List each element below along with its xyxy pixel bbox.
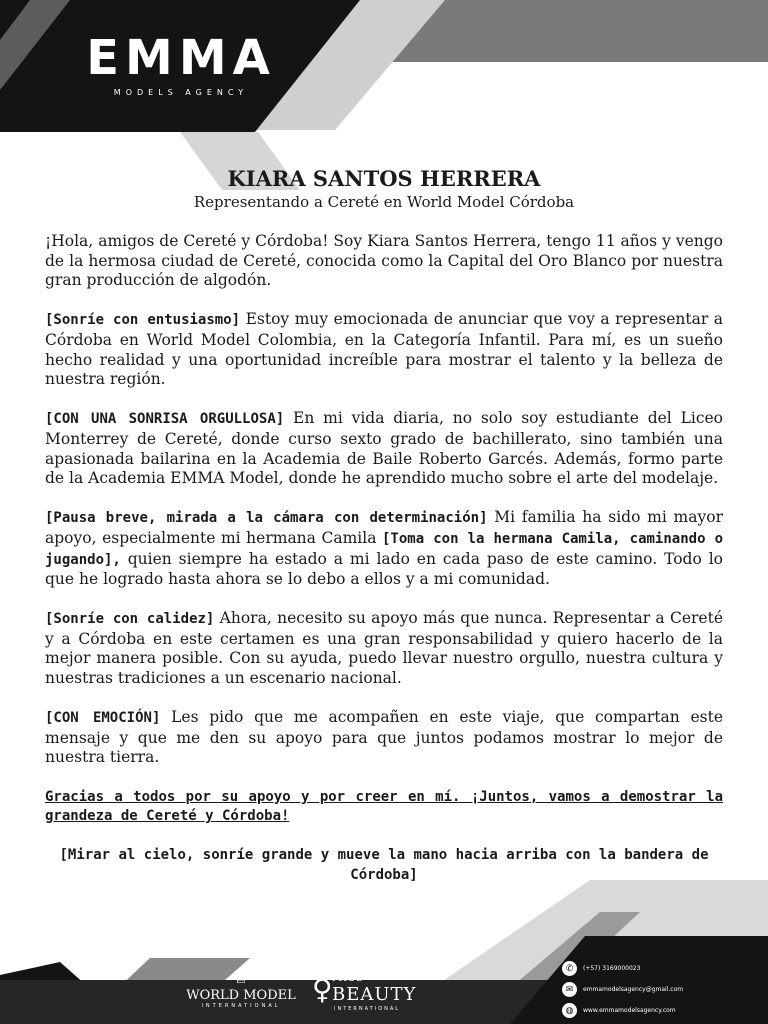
world-model-logo (186, 968, 296, 1009)
contact-phone-text: (+57) 3169000023 (583, 965, 641, 972)
paragraph-text: quien siempre ha estado a mi lado en cada paso de este camino. Todo lo que he logrado hasta ahora se lo debo a ellos y a mi comunidad. (45, 549, 723, 589)
stage-direction: [Sonríe con entusiasmo] (45, 312, 241, 329)
contact-email-text: emmamodelsagency@gmail.com (583, 986, 684, 993)
stage-direction: [Toma con la hermana Camila, caminando o jugando], (45, 530, 723, 568)
stage-direction: [Pausa breve, mirada a la cámara con determinación] (45, 510, 488, 527)
contact-web[interactable] (562, 1000, 762, 1021)
paragraph-emotion (45, 708, 723, 768)
contact-email[interactable] (562, 979, 762, 1000)
paragraph-proud (45, 409, 723, 488)
page-title: KIARA SANTOS HERRERA (227, 166, 541, 191)
paragraph-text: ¡Hola, amigos de Cereté y Córdoba! Soy Kiara Santos Herrera, tengo 11 años y vengo de la hermosa ciudad de Cereté, conocida como la Capital del Oro Blanco por nuestra gran producción de algodón. (45, 232, 723, 290)
web-icon: ◍ (562, 1003, 577, 1018)
whatsapp-icon: ✆ (562, 961, 577, 976)
page-subtitle: Representando a Cereté en World Model Córdoba (193, 193, 575, 211)
world-model-sub: INTERNATIONAL (201, 1003, 281, 1009)
paragraph-text: Mi familia ha sido mi mayor apoyo, especialmente mi hermana Camila (45, 508, 723, 547)
stage-direction: [CON EMOCIÓN] (45, 710, 161, 727)
contact-list (562, 958, 762, 1021)
miss-beauty-figure-icon: ♀ (312, 973, 333, 1006)
miss-beauty-beauty: BEAUTY (332, 984, 417, 1005)
email-icon: ✉ (562, 982, 577, 997)
stage-direction: [Sonríe con calidez] (45, 611, 215, 628)
miss-beauty-sub: INTERNATIONAL (334, 1006, 401, 1012)
world-model-crown-icon: ♕ (232, 967, 250, 988)
logo-sub-text: MODELS AGENCY (113, 88, 249, 97)
closing-statement: Gracias a todos por su apoyo y por creer en mí. ¡Juntos, vamos a demostrar la grandeza de Cereté y Córdoba! (45, 788, 723, 825)
paragraph-text: Estoy muy emocionada de anunciar que voy a representar a Córdoba en World Model Colombia, en la Categoría Infantil. Para mí, es un sueño hecho realidad y una oportunidad increíble para mostrar el talento y la belleza de nuestra región. (45, 310, 723, 389)
paragraph-text: Les pido que me acompañen en este viaje, que compartan este mensaje y que me den su apoyo para que juntos podamos mostrar lo mejor de nuestra tierra. (45, 708, 723, 767)
paragraph-intro (45, 232, 723, 291)
paragraph-text: En mi vida diaria, no solo soy estudiante del Liceo Monterrey de Cereté, donde curso sexto grado de bachillerato, sino también una apasionada bailarina en la Academia de Baile Roberto Garcés. Además, formo parte de la Academia EMMA Model, donde he aprendido mucho sobre el arte del modelaje. (45, 409, 723, 488)
paragraph-family (45, 508, 723, 589)
paragraph-warmth (45, 609, 723, 688)
world-model-name: WORLD MODEL (186, 988, 296, 1003)
script-body (45, 232, 723, 905)
paragraph-text: Ahora, necesito su apoyo más que nunca. Representar a Cereté y a Córdoba en este certamen es una gran responsabilidad y quiero hacerlo de la mejor manera posible. Con su ayuda, puedo llevar nuestro orgullo, nuestra cultura y nuestras tradiciones a un escenario nacional. (45, 609, 723, 688)
contact-web-text: www.emmamodelsagency.com (583, 1007, 676, 1014)
stage-direction: [CON UNA SONRISA ORGULLOSA] (45, 411, 285, 428)
logo-main-text: EMMA (86, 30, 276, 86)
contact-phone[interactable] (562, 958, 762, 979)
miss-beauty-miss: MISS (332, 973, 364, 984)
paragraph-enthusiasm (45, 310, 723, 389)
emma-logo (86, 30, 276, 97)
final-stage-direction: [Mirar al cielo, sonríe grande y mueve la mano hacia arriba con la bandera de Córdoba] (59, 847, 709, 883)
